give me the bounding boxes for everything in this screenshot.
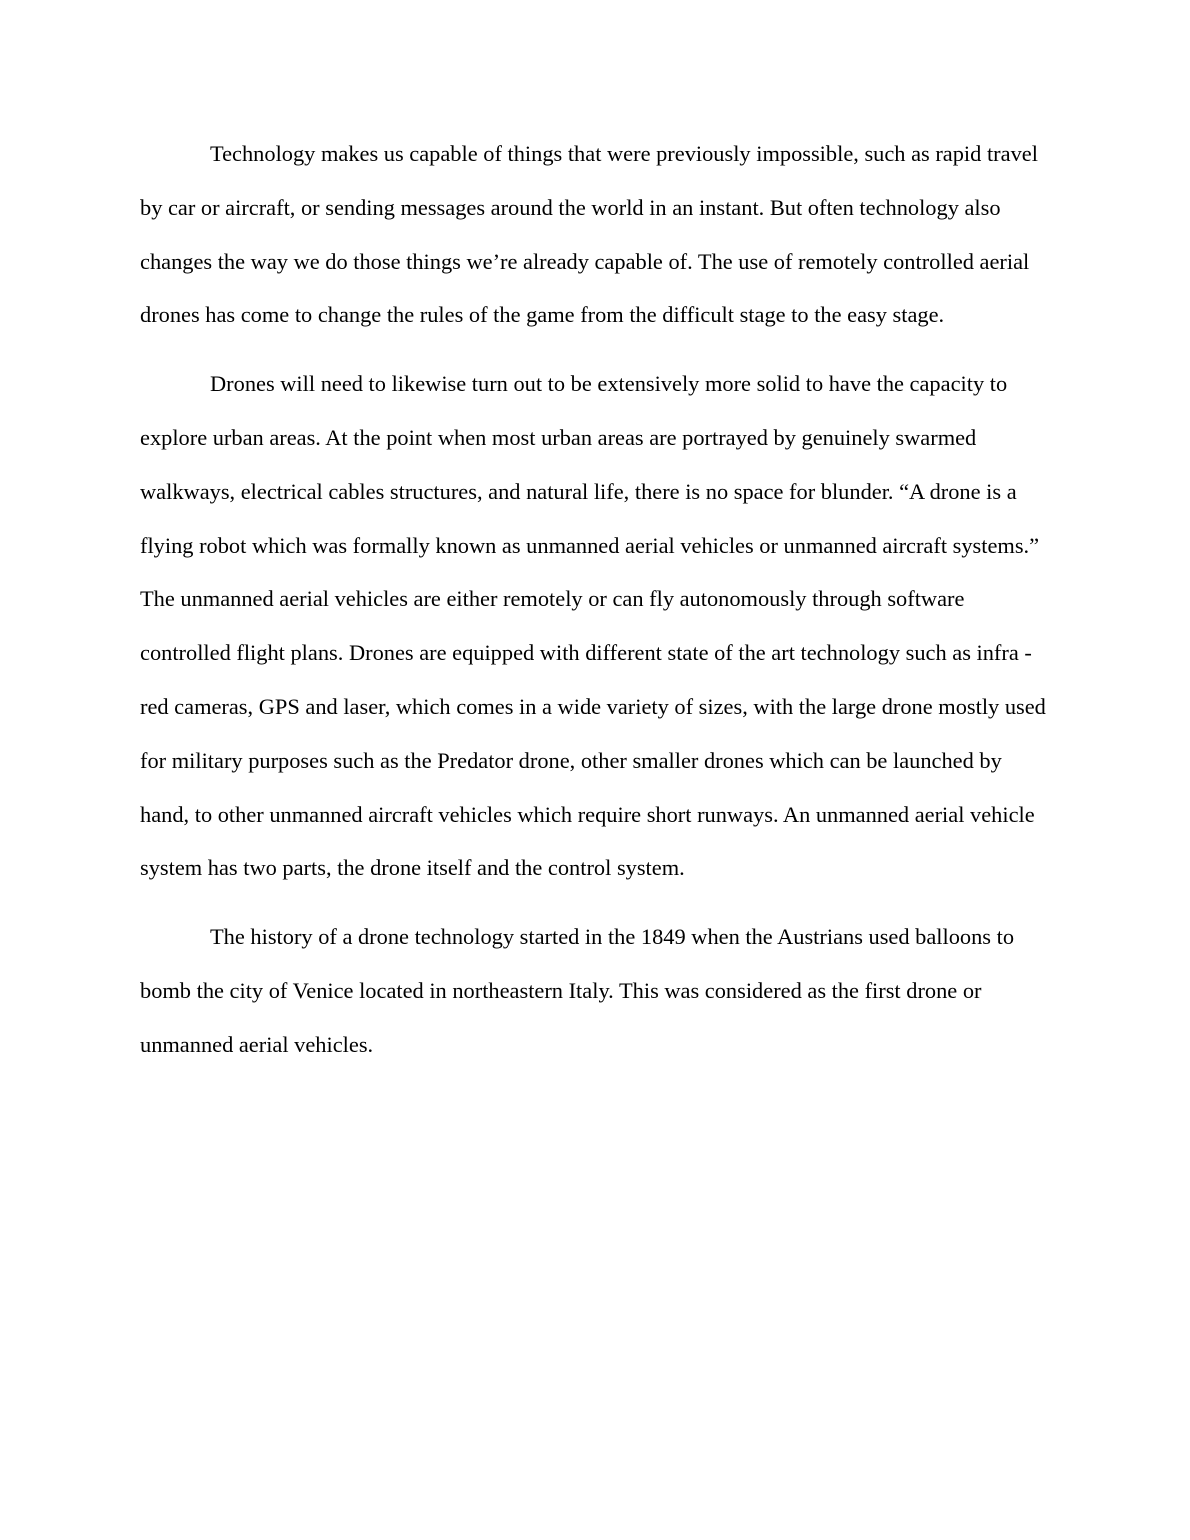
paragraph-technology-intro: Technology makes us capable of things that were previously impossible, such as rapid travel by car or aircraft, or sending messages around the world in an instant. But often technology also changes the way we do those things we’re already capable of. The use of remotely controlled aerial drones has come to change the rules of the game from the difficult stage to the easy stage.	[140, 141, 1038, 328]
document-body	[140, 127, 1052, 1087]
paragraph-drones-urban: Drones will need to likewise turn out to be extensively more solid to have the capacity to explore urban areas. At the point when most urban areas are portrayed by genuinely swarmed walkways, electrical cables structures, and natural life, there is no space for blunder. “A drone is a flying robot which was formally known as unmanned aerial vehicles or unmanned aircraft systems.” The unmanned aerial vehicles are either remotely or can fly autonomously through software controlled flight plans. Drones are equipped with different state of the art technology such as infra -red cameras, GPS and laser, which comes in a wide variety of sizes, with the large drone mostly used for military purposes such as the Predator drone, other smaller drones which can be launched by hand, to other unmanned aircraft vehicles which require short runways. An unmanned aerial vehicle system has two parts, the drone itself and the control system.	[140, 371, 1046, 881]
paragraph-drone-history: The history of a drone technology started in the 1849 when the Austrians used balloons to bomb the city of Venice located in northeastern Italy. This was considered as the first drone or unmanned aerial vehicles.	[140, 924, 1015, 1057]
